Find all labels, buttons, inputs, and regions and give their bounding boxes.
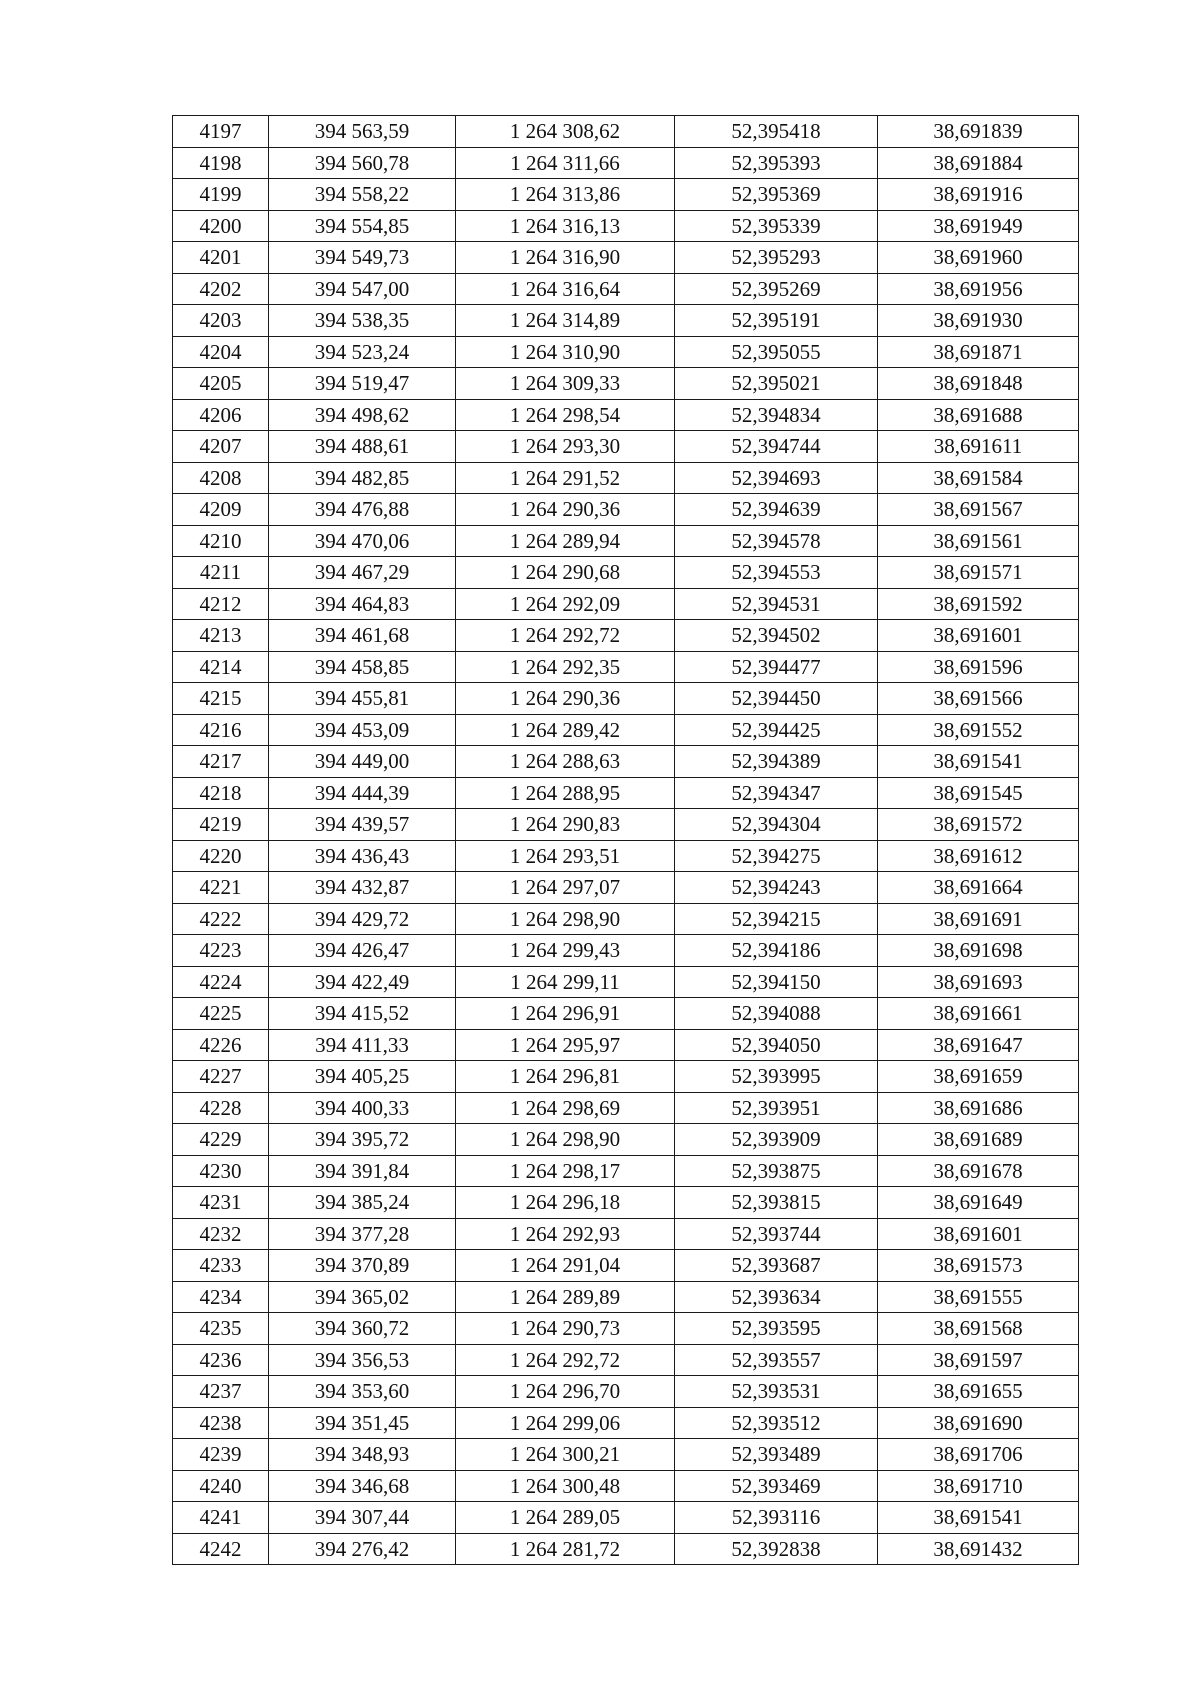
- x-coordinate-cell: 394 346,68: [269, 1470, 456, 1502]
- point-number-cell: 4205: [173, 368, 269, 400]
- point-number-cell: 4238: [173, 1407, 269, 1439]
- longitude-cell: 38,691571: [878, 557, 1079, 589]
- point-number-cell: 4234: [173, 1281, 269, 1313]
- point-number-cell: 4235: [173, 1313, 269, 1345]
- latitude-cell: 52,394693: [675, 462, 878, 494]
- latitude-cell: 52,395055: [675, 336, 878, 368]
- point-number-cell: 4213: [173, 620, 269, 652]
- y-coordinate-cell: 1 264 292,35: [456, 651, 675, 683]
- point-number-cell: 4206: [173, 399, 269, 431]
- longitude-cell: 38,691688: [878, 399, 1079, 431]
- point-number-cell: 4198: [173, 147, 269, 179]
- x-coordinate-cell: 394 467,29: [269, 557, 456, 589]
- x-coordinate-cell: 394 482,85: [269, 462, 456, 494]
- y-coordinate-cell: 1 264 316,90: [456, 242, 675, 274]
- point-number-cell: 4218: [173, 777, 269, 809]
- point-number-cell: 4228: [173, 1092, 269, 1124]
- table-row: [173, 840, 1079, 872]
- point-number-cell: 4209: [173, 494, 269, 526]
- latitude-cell: 52,394304: [675, 809, 878, 841]
- x-coordinate-cell: 394 422,49: [269, 966, 456, 998]
- table-row: [173, 557, 1079, 589]
- table-row: [173, 935, 1079, 967]
- table-row: [173, 714, 1079, 746]
- table-row: [173, 305, 1079, 337]
- y-coordinate-cell: 1 264 298,17: [456, 1155, 675, 1187]
- x-coordinate-cell: 394 563,59: [269, 116, 456, 148]
- table-row: [173, 746, 1079, 778]
- table-row: [173, 336, 1079, 368]
- longitude-cell: 38,691541: [878, 1502, 1079, 1534]
- y-coordinate-cell: 1 264 289,94: [456, 525, 675, 557]
- table-row: [173, 242, 1079, 274]
- point-number-cell: 4242: [173, 1533, 269, 1565]
- table-row: [173, 116, 1079, 148]
- table-row: [173, 1124, 1079, 1156]
- table-row: [173, 273, 1079, 305]
- point-number-cell: 4220: [173, 840, 269, 872]
- y-coordinate-cell: 1 264 310,90: [456, 336, 675, 368]
- table-row: [173, 1092, 1079, 1124]
- y-coordinate-cell: 1 264 297,07: [456, 872, 675, 904]
- y-coordinate-cell: 1 264 298,69: [456, 1092, 675, 1124]
- table-row: [173, 683, 1079, 715]
- x-coordinate-cell: 394 488,61: [269, 431, 456, 463]
- x-coordinate-cell: 394 554,85: [269, 210, 456, 242]
- latitude-cell: 52,394389: [675, 746, 878, 778]
- table-row: [173, 179, 1079, 211]
- table-row: [173, 1407, 1079, 1439]
- latitude-cell: 52,393557: [675, 1344, 878, 1376]
- y-coordinate-cell: 1 264 291,04: [456, 1250, 675, 1282]
- table-row: [173, 1061, 1079, 1093]
- latitude-cell: 52,393595: [675, 1313, 878, 1345]
- table-row: [173, 903, 1079, 935]
- latitude-cell: 52,392838: [675, 1533, 878, 1565]
- x-coordinate-cell: 394 348,93: [269, 1439, 456, 1471]
- latitude-cell: 52,394578: [675, 525, 878, 557]
- coordinates-table-body: [173, 116, 1079, 1565]
- latitude-cell: 52,394744: [675, 431, 878, 463]
- longitude-cell: 38,691568: [878, 1313, 1079, 1345]
- point-number-cell: 4231: [173, 1187, 269, 1219]
- x-coordinate-cell: 394 351,45: [269, 1407, 456, 1439]
- y-coordinate-cell: 1 264 293,30: [456, 431, 675, 463]
- longitude-cell: 38,691649: [878, 1187, 1079, 1219]
- point-number-cell: 4197: [173, 116, 269, 148]
- table-row: [173, 966, 1079, 998]
- longitude-cell: 38,691612: [878, 840, 1079, 872]
- longitude-cell: 38,691689: [878, 1124, 1079, 1156]
- y-coordinate-cell: 1 264 298,54: [456, 399, 675, 431]
- latitude-cell: 52,395418: [675, 116, 878, 148]
- y-coordinate-cell: 1 264 290,36: [456, 683, 675, 715]
- latitude-cell: 52,394477: [675, 651, 878, 683]
- longitude-cell: 38,691567: [878, 494, 1079, 526]
- point-number-cell: 4207: [173, 431, 269, 463]
- point-number-cell: 4237: [173, 1376, 269, 1408]
- x-coordinate-cell: 394 523,24: [269, 336, 456, 368]
- x-coordinate-cell: 394 560,78: [269, 147, 456, 179]
- y-coordinate-cell: 1 264 293,51: [456, 840, 675, 872]
- y-coordinate-cell: 1 264 291,52: [456, 462, 675, 494]
- x-coordinate-cell: 394 429,72: [269, 903, 456, 935]
- point-number-cell: 4230: [173, 1155, 269, 1187]
- point-number-cell: 4221: [173, 872, 269, 904]
- latitude-cell: 52,395339: [675, 210, 878, 242]
- table-row: [173, 1376, 1079, 1408]
- x-coordinate-cell: 394 453,09: [269, 714, 456, 746]
- longitude-cell: 38,691597: [878, 1344, 1079, 1376]
- x-coordinate-cell: 394 377,28: [269, 1218, 456, 1250]
- x-coordinate-cell: 394 439,57: [269, 809, 456, 841]
- latitude-cell: 52,394450: [675, 683, 878, 715]
- latitude-cell: 52,394275: [675, 840, 878, 872]
- longitude-cell: 38,691584: [878, 462, 1079, 494]
- table-row: [173, 1029, 1079, 1061]
- longitude-cell: 38,691659: [878, 1061, 1079, 1093]
- y-coordinate-cell: 1 264 314,89: [456, 305, 675, 337]
- latitude-cell: 52,395269: [675, 273, 878, 305]
- longitude-cell: 38,691871: [878, 336, 1079, 368]
- table-row: [173, 1250, 1079, 1282]
- table-row: [173, 1502, 1079, 1534]
- longitude-cell: 38,691592: [878, 588, 1079, 620]
- y-coordinate-cell: 1 264 300,21: [456, 1439, 675, 1471]
- longitude-cell: 38,691930: [878, 305, 1079, 337]
- point-number-cell: 4223: [173, 935, 269, 967]
- x-coordinate-cell: 394 461,68: [269, 620, 456, 652]
- table-row: [173, 210, 1079, 242]
- latitude-cell: 52,394088: [675, 998, 878, 1030]
- x-coordinate-cell: 394 432,87: [269, 872, 456, 904]
- coordinates-table: [172, 115, 1079, 1565]
- longitude-cell: 38,691566: [878, 683, 1079, 715]
- latitude-cell: 52,394150: [675, 966, 878, 998]
- longitude-cell: 38,691601: [878, 1218, 1079, 1250]
- latitude-cell: 52,394050: [675, 1029, 878, 1061]
- point-number-cell: 4232: [173, 1218, 269, 1250]
- latitude-cell: 52,394243: [675, 872, 878, 904]
- longitude-cell: 38,691956: [878, 273, 1079, 305]
- longitude-cell: 38,691916: [878, 179, 1079, 211]
- latitude-cell: 52,393489: [675, 1439, 878, 1471]
- x-coordinate-cell: 394 476,88: [269, 494, 456, 526]
- table-row: [173, 399, 1079, 431]
- longitude-cell: 38,691661: [878, 998, 1079, 1030]
- x-coordinate-cell: 394 400,33: [269, 1092, 456, 1124]
- point-number-cell: 4236: [173, 1344, 269, 1376]
- x-coordinate-cell: 394 449,00: [269, 746, 456, 778]
- latitude-cell: 52,393875: [675, 1155, 878, 1187]
- table-row: [173, 1344, 1079, 1376]
- point-number-cell: 4210: [173, 525, 269, 557]
- table-row: [173, 1281, 1079, 1313]
- latitude-cell: 52,393909: [675, 1124, 878, 1156]
- x-coordinate-cell: 394 370,89: [269, 1250, 456, 1282]
- longitude-cell: 38,691664: [878, 872, 1079, 904]
- point-number-cell: 4229: [173, 1124, 269, 1156]
- point-number-cell: 4212: [173, 588, 269, 620]
- longitude-cell: 38,691686: [878, 1092, 1079, 1124]
- longitude-cell: 38,691960: [878, 242, 1079, 274]
- longitude-cell: 38,691710: [878, 1470, 1079, 1502]
- point-number-cell: 4201: [173, 242, 269, 274]
- latitude-cell: 52,394215: [675, 903, 878, 935]
- table-row: [173, 777, 1079, 809]
- y-coordinate-cell: 1 264 296,81: [456, 1061, 675, 1093]
- x-coordinate-cell: 394 353,60: [269, 1376, 456, 1408]
- y-coordinate-cell: 1 264 290,36: [456, 494, 675, 526]
- latitude-cell: 52,395369: [675, 179, 878, 211]
- point-number-cell: 4202: [173, 273, 269, 305]
- point-number-cell: 4204: [173, 336, 269, 368]
- y-coordinate-cell: 1 264 309,33: [456, 368, 675, 400]
- x-coordinate-cell: 394 276,42: [269, 1533, 456, 1565]
- point-number-cell: 4216: [173, 714, 269, 746]
- y-coordinate-cell: 1 264 296,91: [456, 998, 675, 1030]
- x-coordinate-cell: 394 498,62: [269, 399, 456, 431]
- table-row: [173, 872, 1079, 904]
- y-coordinate-cell: 1 264 300,48: [456, 1470, 675, 1502]
- table-row: [173, 1218, 1079, 1250]
- latitude-cell: 52,395191: [675, 305, 878, 337]
- point-number-cell: 4203: [173, 305, 269, 337]
- y-coordinate-cell: 1 264 296,18: [456, 1187, 675, 1219]
- latitude-cell: 52,394553: [675, 557, 878, 589]
- latitude-cell: 52,394834: [675, 399, 878, 431]
- point-number-cell: 4240: [173, 1470, 269, 1502]
- point-number-cell: 4208: [173, 462, 269, 494]
- table-row: [173, 147, 1079, 179]
- table-row: [173, 620, 1079, 652]
- longitude-cell: 38,691647: [878, 1029, 1079, 1061]
- y-coordinate-cell: 1 264 299,43: [456, 935, 675, 967]
- x-coordinate-cell: 394 395,72: [269, 1124, 456, 1156]
- point-number-cell: 4222: [173, 903, 269, 935]
- point-number-cell: 4241: [173, 1502, 269, 1534]
- y-coordinate-cell: 1 264 299,11: [456, 966, 675, 998]
- latitude-cell: 52,393512: [675, 1407, 878, 1439]
- x-coordinate-cell: 394 519,47: [269, 368, 456, 400]
- latitude-cell: 52,393469: [675, 1470, 878, 1502]
- longitude-cell: 38,691884: [878, 147, 1079, 179]
- x-coordinate-cell: 394 547,00: [269, 273, 456, 305]
- table-row: [173, 998, 1079, 1030]
- x-coordinate-cell: 394 444,39: [269, 777, 456, 809]
- table-row: [173, 1313, 1079, 1345]
- table-row: [173, 431, 1079, 463]
- y-coordinate-cell: 1 264 316,13: [456, 210, 675, 242]
- table-row: [173, 1187, 1079, 1219]
- y-coordinate-cell: 1 264 298,90: [456, 1124, 675, 1156]
- y-coordinate-cell: 1 264 296,70: [456, 1376, 675, 1408]
- x-coordinate-cell: 394 558,22: [269, 179, 456, 211]
- point-number-cell: 4233: [173, 1250, 269, 1282]
- y-coordinate-cell: 1 264 289,89: [456, 1281, 675, 1313]
- latitude-cell: 52,395393: [675, 147, 878, 179]
- table-row: [173, 809, 1079, 841]
- longitude-cell: 38,691678: [878, 1155, 1079, 1187]
- point-number-cell: 4227: [173, 1061, 269, 1093]
- longitude-cell: 38,691572: [878, 809, 1079, 841]
- y-coordinate-cell: 1 264 288,63: [456, 746, 675, 778]
- point-number-cell: 4239: [173, 1439, 269, 1471]
- table-row: [173, 494, 1079, 526]
- longitude-cell: 38,691555: [878, 1281, 1079, 1313]
- x-coordinate-cell: 394 464,83: [269, 588, 456, 620]
- table-row: [173, 1470, 1079, 1502]
- y-coordinate-cell: 1 264 290,73: [456, 1313, 675, 1345]
- longitude-cell: 38,691690: [878, 1407, 1079, 1439]
- latitude-cell: 52,394639: [675, 494, 878, 526]
- table-row: [173, 1439, 1079, 1471]
- latitude-cell: 52,394186: [675, 935, 878, 967]
- table-row: [173, 462, 1079, 494]
- latitude-cell: 52,393744: [675, 1218, 878, 1250]
- longitude-cell: 38,691693: [878, 966, 1079, 998]
- x-coordinate-cell: 394 426,47: [269, 935, 456, 967]
- table-row: [173, 1533, 1079, 1565]
- x-coordinate-cell: 394 405,25: [269, 1061, 456, 1093]
- x-coordinate-cell: 394 538,35: [269, 305, 456, 337]
- y-coordinate-cell: 1 264 308,62: [456, 116, 675, 148]
- x-coordinate-cell: 394 356,53: [269, 1344, 456, 1376]
- y-coordinate-cell: 1 264 289,42: [456, 714, 675, 746]
- latitude-cell: 52,393116: [675, 1502, 878, 1534]
- latitude-cell: 52,395021: [675, 368, 878, 400]
- y-coordinate-cell: 1 264 313,86: [456, 179, 675, 211]
- x-coordinate-cell: 394 360,72: [269, 1313, 456, 1345]
- latitude-cell: 52,393951: [675, 1092, 878, 1124]
- y-coordinate-cell: 1 264 289,05: [456, 1502, 675, 1534]
- latitude-cell: 52,393995: [675, 1061, 878, 1093]
- x-coordinate-cell: 394 365,02: [269, 1281, 456, 1313]
- y-coordinate-cell: 1 264 292,09: [456, 588, 675, 620]
- y-coordinate-cell: 1 264 292,72: [456, 620, 675, 652]
- y-coordinate-cell: 1 264 292,72: [456, 1344, 675, 1376]
- point-number-cell: 4200: [173, 210, 269, 242]
- longitude-cell: 38,691706: [878, 1439, 1079, 1471]
- latitude-cell: 52,393634: [675, 1281, 878, 1313]
- table-row: [173, 588, 1079, 620]
- point-number-cell: 4217: [173, 746, 269, 778]
- point-number-cell: 4215: [173, 683, 269, 715]
- point-number-cell: 4211: [173, 557, 269, 589]
- point-number-cell: 4219: [173, 809, 269, 841]
- x-coordinate-cell: 394 470,06: [269, 525, 456, 557]
- latitude-cell: 52,394502: [675, 620, 878, 652]
- y-coordinate-cell: 1 264 299,06: [456, 1407, 675, 1439]
- y-coordinate-cell: 1 264 311,66: [456, 147, 675, 179]
- y-coordinate-cell: 1 264 292,93: [456, 1218, 675, 1250]
- longitude-cell: 38,691655: [878, 1376, 1079, 1408]
- y-coordinate-cell: 1 264 316,64: [456, 273, 675, 305]
- longitude-cell: 38,691848: [878, 368, 1079, 400]
- latitude-cell: 52,393531: [675, 1376, 878, 1408]
- x-coordinate-cell: 394 391,84: [269, 1155, 456, 1187]
- longitude-cell: 38,691541: [878, 746, 1079, 778]
- point-number-cell: 4226: [173, 1029, 269, 1061]
- y-coordinate-cell: 1 264 290,68: [456, 557, 675, 589]
- longitude-cell: 38,691432: [878, 1533, 1079, 1565]
- y-coordinate-cell: 1 264 295,97: [456, 1029, 675, 1061]
- x-coordinate-cell: 394 549,73: [269, 242, 456, 274]
- y-coordinate-cell: 1 264 290,83: [456, 809, 675, 841]
- point-number-cell: 4199: [173, 179, 269, 211]
- longitude-cell: 38,691601: [878, 620, 1079, 652]
- longitude-cell: 38,691545: [878, 777, 1079, 809]
- x-coordinate-cell: 394 455,81: [269, 683, 456, 715]
- longitude-cell: 38,691949: [878, 210, 1079, 242]
- table-row: [173, 525, 1079, 557]
- y-coordinate-cell: 1 264 288,95: [456, 777, 675, 809]
- x-coordinate-cell: 394 458,85: [269, 651, 456, 683]
- point-number-cell: 4225: [173, 998, 269, 1030]
- x-coordinate-cell: 394 307,44: [269, 1502, 456, 1534]
- table-row: [173, 651, 1079, 683]
- x-coordinate-cell: 394 411,33: [269, 1029, 456, 1061]
- latitude-cell: 52,393687: [675, 1250, 878, 1282]
- latitude-cell: 52,395293: [675, 242, 878, 274]
- x-coordinate-cell: 394 415,52: [269, 998, 456, 1030]
- longitude-cell: 38,691552: [878, 714, 1079, 746]
- table-row: [173, 1155, 1079, 1187]
- y-coordinate-cell: 1 264 298,90: [456, 903, 675, 935]
- longitude-cell: 38,691561: [878, 525, 1079, 557]
- x-coordinate-cell: 394 436,43: [269, 840, 456, 872]
- point-number-cell: 4224: [173, 966, 269, 998]
- latitude-cell: 52,393815: [675, 1187, 878, 1219]
- y-coordinate-cell: 1 264 281,72: [456, 1533, 675, 1565]
- x-coordinate-cell: 394 385,24: [269, 1187, 456, 1219]
- longitude-cell: 38,691691: [878, 903, 1079, 935]
- table-row: [173, 368, 1079, 400]
- longitude-cell: 38,691611: [878, 431, 1079, 463]
- longitude-cell: 38,691698: [878, 935, 1079, 967]
- latitude-cell: 52,394425: [675, 714, 878, 746]
- longitude-cell: 38,691573: [878, 1250, 1079, 1282]
- point-number-cell: 4214: [173, 651, 269, 683]
- longitude-cell: 38,691839: [878, 116, 1079, 148]
- latitude-cell: 52,394531: [675, 588, 878, 620]
- longitude-cell: 38,691596: [878, 651, 1079, 683]
- latitude-cell: 52,394347: [675, 777, 878, 809]
